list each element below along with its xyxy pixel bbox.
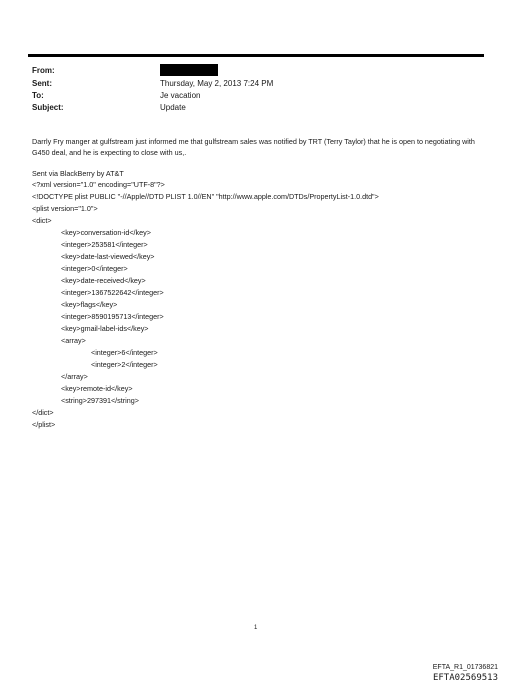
sent-value: Thursday, May 2, 2013 7:24 PM (160, 79, 274, 88)
plist-line: <key>conversation-id</key> (61, 228, 151, 237)
sent-label: Sent: (32, 79, 52, 88)
plist-line: <array> (61, 336, 86, 345)
plist-line: <!DOCTYPE plist PUBLIC "-//Apple//DTD PLIST 1.0//EN" "http://www.apple.com/DTDs/PropertyList-1.0.dtd"> (32, 192, 379, 201)
subject-value: Update (160, 103, 186, 112)
plist-line: <integer>253581</integer> (61, 240, 148, 249)
page-number: 1 (254, 625, 258, 631)
to-value: Je vacation (160, 91, 201, 100)
header-rule (28, 54, 484, 57)
plist-line: <integer>2</integer> (91, 360, 158, 369)
bates-number-secondary: EFTA02569513 (432, 673, 498, 683)
from-label: From: (32, 66, 55, 75)
signature: Sent via BlackBerry by AT&T (32, 169, 124, 178)
plist-line: <key>remote-id</key> (61, 384, 133, 393)
plist-line: <integer>8590195713</integer> (61, 312, 164, 321)
plist-line: <integer>6</integer> (91, 348, 158, 357)
plist-line: <key>flags</key> (61, 300, 118, 309)
plist-line: </array> (61, 372, 88, 381)
plist-line: <?xml version="1.0" encoding="UTF-8"?> (32, 180, 165, 189)
subject-label: Subject: (32, 103, 64, 112)
plist-line: <key>gmail-label-ids</key> (61, 324, 149, 333)
plist-line: <key>date-last-viewed</key> (61, 252, 155, 261)
plist-line: </dict> (32, 408, 54, 417)
bates-number-primary: EFTA_R1_01736821 (432, 664, 498, 671)
plist-line: <integer>0</integer> (61, 264, 128, 273)
plist-line: <string>297391</string> (61, 396, 139, 405)
plist-line: <key>date-received</key> (61, 276, 146, 285)
plist-line: <plist version="1.0"> (32, 204, 98, 213)
to-label: To: (32, 91, 44, 100)
from-redaction (160, 64, 218, 76)
plist-line: </plist> (32, 420, 56, 429)
body-paragraph: Darrly Fry manger at gulfstream just informed me that gulfstream sales was notified by TRT (Terry Taylor) that he is open to negotiating with G450 deal, and he is expecting to close with us,. (32, 137, 475, 157)
plist-line: <integer>1367522642</integer> (61, 288, 164, 297)
plist-line: <dict> (32, 216, 52, 225)
